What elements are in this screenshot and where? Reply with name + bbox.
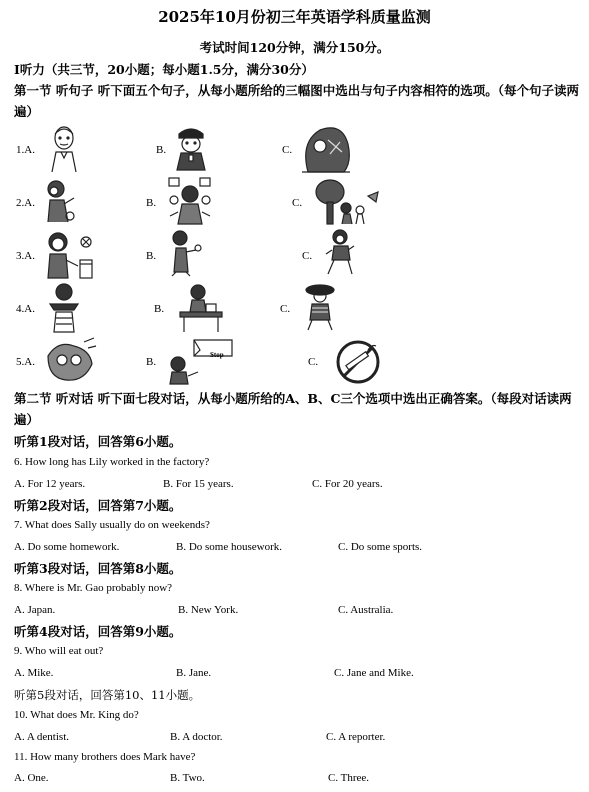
q5-label-c: C.: [308, 356, 319, 368]
q6-option-b: B. For 15 years.: [163, 478, 234, 490]
q9-option-c: C. Jane and Mike.: [334, 667, 414, 679]
q3-label-b: B.: [146, 250, 157, 262]
dialogue1-header: 听第1段对话，回答第6小题。: [14, 434, 182, 449]
question-9: 9. Who will eat out?: [14, 645, 104, 657]
q3-picture-b: [164, 228, 204, 278]
q2-picture-b: [166, 176, 214, 226]
q5-picture-b: [164, 336, 236, 386]
q5-picture-c: [334, 338, 382, 386]
q4-picture-b: [176, 282, 226, 334]
q11-option-a: A. One.: [14, 772, 49, 784]
q2-picture-a: [42, 178, 76, 224]
q4-label-c: C.: [280, 303, 291, 315]
dialogue3-header: 听第3段对话，回答第8小题。: [14, 561, 182, 576]
q10-option-c: C. A reporter.: [326, 731, 386, 743]
q1-picture-c: [298, 122, 354, 174]
part-heading: Ⅰ听力（共三节，20小题；每小题1.5分，满分30分）: [14, 62, 314, 77]
stop-sign-text: Stop: [210, 351, 224, 359]
question-8: 8. Where is Mr. Gao probably now?: [14, 582, 173, 594]
q11-option-c: C. Three.: [328, 772, 370, 784]
q3-picture-c: [322, 228, 356, 276]
question-10: 10. What does Mr. King do?: [14, 709, 139, 721]
dialogue2-header: 听第2段对话，回答第7小题。: [14, 498, 182, 513]
q7-option-c: C. Do some sports.: [338, 541, 423, 553]
q2-label-c: C.: [292, 197, 303, 209]
q2-label-b: B.: [146, 197, 157, 209]
q3-label-a: 3.A.: [16, 250, 35, 262]
q9-option-a: A. Mike.: [14, 667, 54, 679]
q8-option-b: B. New York.: [178, 604, 239, 616]
section2-instructions: 第二节 听对话 听下面七段对话，从每小题所给的A、B、C三个选项中选出正确答案。（每段对话读两遍）: [14, 391, 572, 427]
page-title: 2025年10月份初三年英语学科质量监测: [158, 8, 431, 26]
q3-label-c: C.: [302, 250, 313, 262]
q8-option-a: A. Japan.: [14, 604, 56, 616]
q5-label-b: B.: [146, 356, 157, 368]
q1-label-c: C.: [282, 144, 293, 156]
q9-option-b: B. Jane.: [176, 667, 212, 679]
exam-info: 考试时间120分钟，满分150分。: [199, 40, 390, 55]
q1-label-b: B.: [156, 144, 167, 156]
question-7: 7. What does Sally usually do on weekends?: [14, 519, 210, 531]
q6-option-c: C. For 20 years.: [312, 478, 383, 490]
q4-picture-a: [44, 282, 84, 334]
q11-option-b: B. Two.: [170, 772, 205, 784]
dialogue5-header: 听第5段对话，回答第10、11小题。: [14, 688, 201, 702]
question-11: 11. How many brothers does Mark have?: [14, 751, 196, 763]
q1-picture-a: [44, 124, 84, 174]
q4-label-a: 4.A.: [16, 303, 35, 315]
q4-picture-c: [298, 280, 346, 332]
q5-picture-a: [44, 336, 98, 386]
question-6: 6. How long has Lily worked in the factory?: [14, 456, 210, 468]
q4-label-b: B.: [154, 303, 165, 315]
q2-label-a: 2.A.: [16, 197, 35, 209]
q1-label-a: 1.A.: [16, 144, 35, 156]
q7-option-b: B. Do some housework.: [176, 541, 283, 553]
q5-label-a: 5.A.: [16, 356, 35, 368]
dialogue4-header: 听第4段对话，回答第9小题。: [14, 624, 182, 639]
q6-option-a: A. For 12 years.: [14, 478, 86, 490]
q3-picture-a: [44, 230, 98, 280]
q8-option-c: C. Australia.: [338, 604, 394, 616]
q10-option-b: B. A doctor.: [170, 731, 223, 743]
q7-option-a: A. Do some homework.: [14, 541, 120, 553]
q1-picture-b: [172, 122, 210, 172]
section1-instructions: 第一节 听句子 听下面五个句子，从每小题所给的三幅图中选出与句子内容相符的选项。（每个句子读两遍）: [14, 83, 579, 119]
q10-option-a: A. A dentist.: [14, 731, 70, 743]
q2-picture-c: [312, 178, 382, 226]
